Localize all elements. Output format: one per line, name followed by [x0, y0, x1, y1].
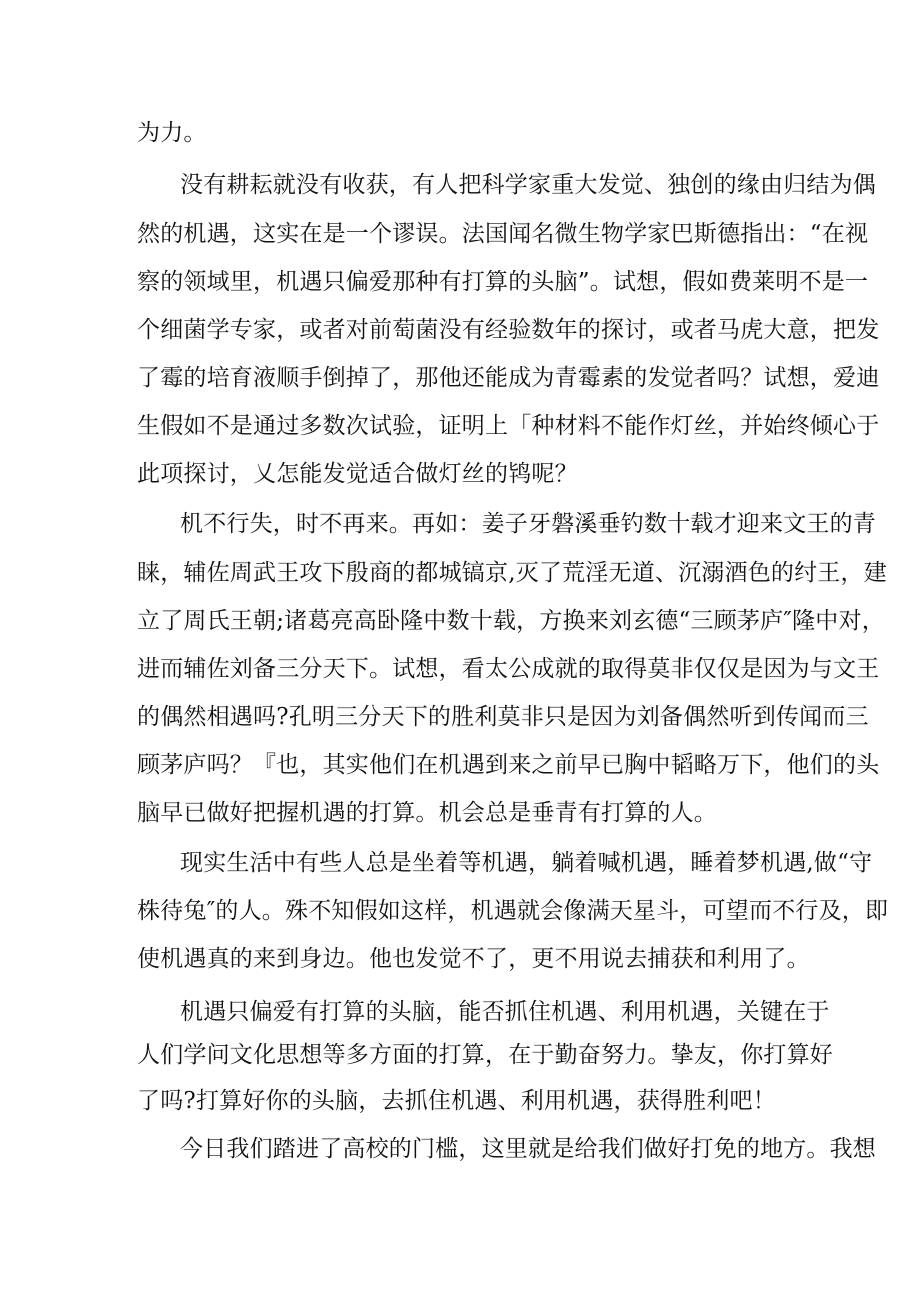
paragraph-start-line: 机不行失，时不再来。再如：姜子牙磐溪垂钓数十载才迎来文王的青: [180, 511, 876, 537]
text-line: 此项探讨，乂怎能发觉适合做灯丝的鸨呢？: [137, 461, 578, 487]
text-line: 株待兔″的人。殊不知假如这样，机遇就会像满天星斗，可望而不行及，即: [137, 898, 889, 924]
paragraph-start-line: 机遇只偏爱有打算的头脑，能否抓住机遇、利用机遇，关键在于: [180, 999, 830, 1025]
text-line: 了霉的培育液顺手倒掉了，那他还能成为青霉素的发觉者吗？试想，爱迪: [137, 365, 880, 391]
paragraph-start-line: 没有耕耘就没有收获，有人把科学家重大发觉、独创的缘由归结为偶: [180, 172, 876, 198]
text-line: 的偶然相遇吗?孔明三分天下的胜利莫非只是因为刘备偶然听到传闻而三: [137, 704, 869, 730]
paragraph-start-line: 今日我们踏进了高校的门槛，这里就是给我们做好打免的地方。我想: [180, 1136, 876, 1162]
text-line: 察的领域里，机遇只偏爱那种有打算的头脑”。试想，假如费莱明不是一: [137, 269, 869, 295]
text-line: 脑早已做好把握机遇的打算。机会总是垂青有打算的人。: [137, 800, 717, 826]
text-line: 了吗?打算好你的头脑，去抓住机遇、利用机遇，获得胜利吧！: [137, 1088, 776, 1114]
text-line: 然的机遇，这实在是一个谬误。法国闻名微生物学家巴斯德指出：“在视: [137, 221, 869, 247]
text-line: 人们学问文化思想等多方面的打算，在于勤奋努力。挚友，你打算好: [137, 1042, 833, 1068]
text-line: 个细菌学专家，或者对前萄菌没有经验数年的探讨，或者马虎大意，把发: [137, 317, 880, 343]
text-line: 立了周氏王朝;诸葛亮高卧隆中数十载，方换来刘玄德“三顾茅庐″隆中对，: [137, 608, 885, 634]
text-line: 睐，辅佐周武王攻下殷商的都城镐京,灭了荒淫无道、沉溺酒色的纣王，建: [137, 560, 887, 586]
text-line: 顾茅庐吗？『也，其实他们在机遇到来之前早已胸中韬略万下，他们的头: [137, 752, 880, 778]
text-line: 为力。: [137, 120, 207, 146]
text-line: 生假如不是通过多数次试验，证明上「种材料不能作灯丝，并始终倾心于: [137, 413, 880, 439]
paragraph-start-line: 现实生活中有些人总是坐着等机遇，躺着喊机遇，睡着梦机遇,做“守: [180, 850, 873, 876]
text-line: 使机遇真的来到身边。他也发觉不了，更不用说去捕获和利用了。: [137, 946, 810, 972]
text-line: 进而辅佐刘备三分天下。试想，看太公成就的取得莫非仅仅是因为与文王: [137, 656, 880, 682]
